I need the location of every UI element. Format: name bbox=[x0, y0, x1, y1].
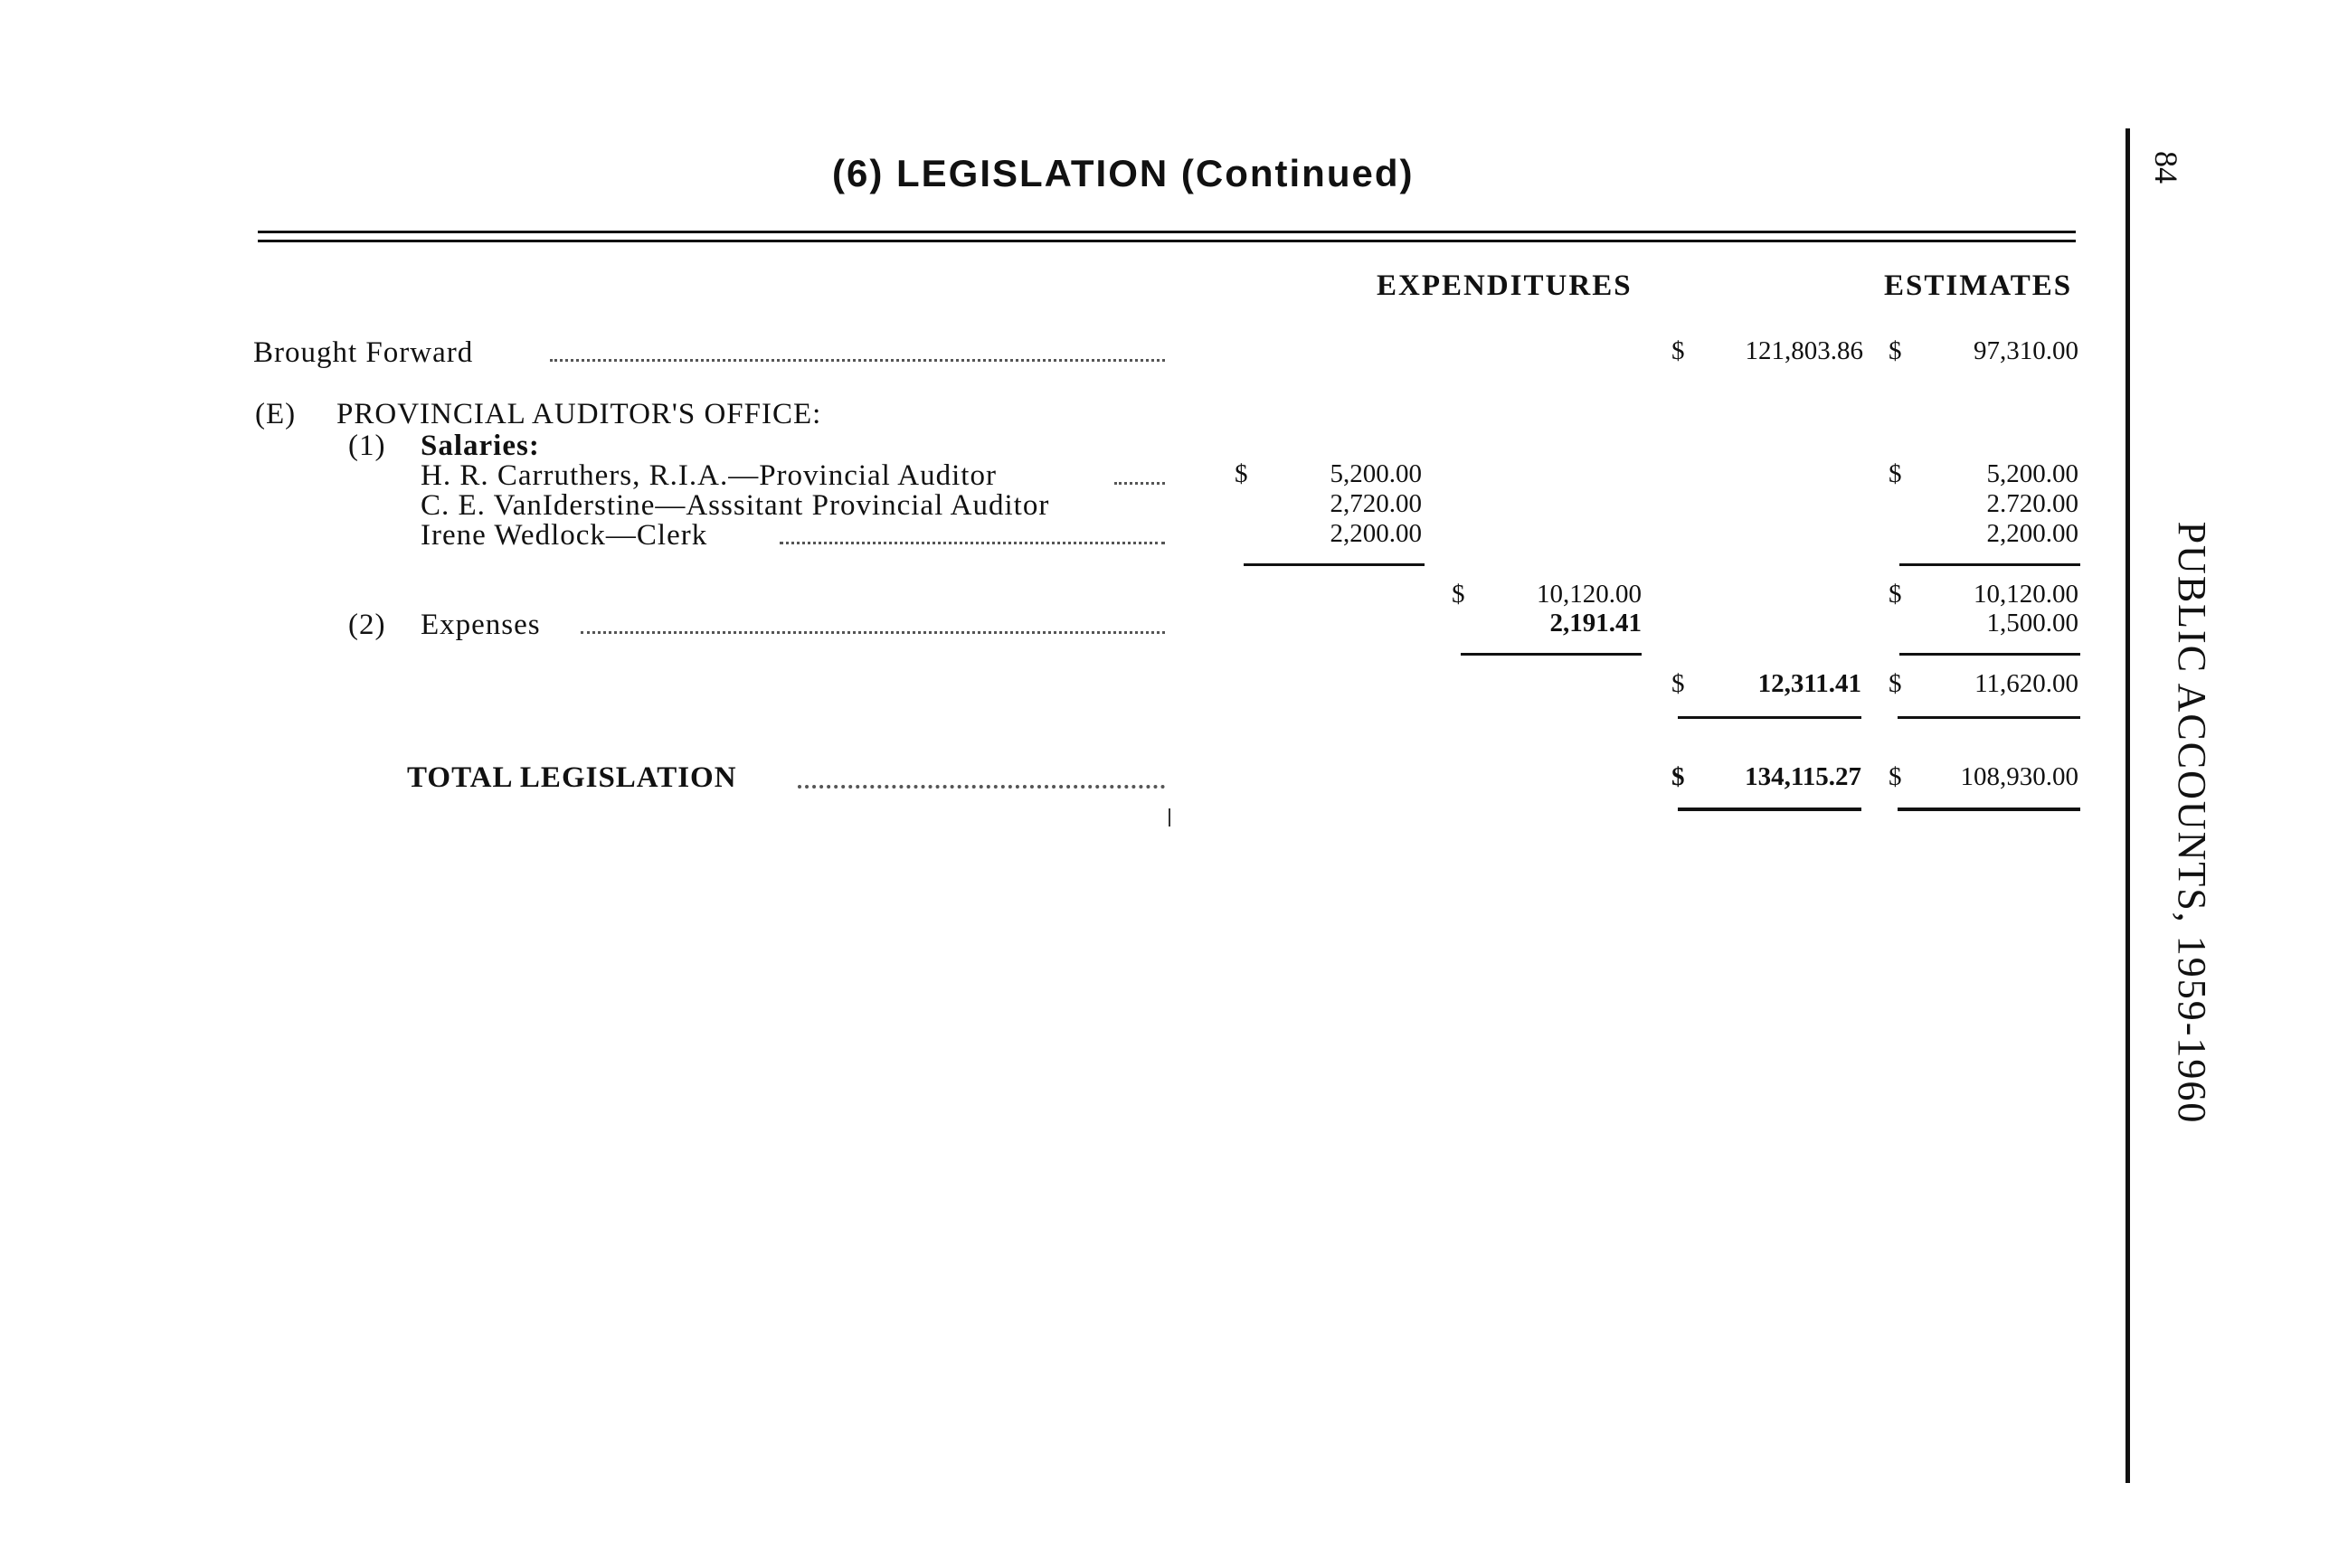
stray-tick-mark bbox=[1169, 808, 1170, 827]
brought-forward-est-dollar: $ bbox=[1889, 336, 1902, 365]
brought-forward-expend-value: 121,803.86 bbox=[1745, 336, 1863, 365]
section-est-rule bbox=[1899, 653, 2080, 656]
brought-forward-label: Brought Forward bbox=[253, 336, 474, 369]
margin-vertical-rule bbox=[2125, 128, 2130, 1483]
grand-total-dollar: $ bbox=[1671, 762, 1685, 791]
section-e-heading: PROVINCIAL AUDITOR'S OFFICE: bbox=[336, 398, 822, 430]
salaries-number: (1) bbox=[348, 430, 386, 462]
title-rule-bottom bbox=[258, 240, 2076, 242]
expenses-leader bbox=[581, 631, 1165, 634]
grand-total-leader bbox=[798, 785, 1165, 789]
salary-est-2: 2.720.00 bbox=[1986, 489, 2078, 518]
expenses-label: Expenses bbox=[421, 609, 541, 641]
salary-expend-dollar-1: $ bbox=[1235, 459, 1248, 488]
grand-total-est-value: 108,930.00 bbox=[1960, 762, 2078, 791]
salary-name-2: C. E. VanIderstine—Asssitant Provincial Auditor bbox=[421, 489, 1050, 522]
salaries-label: Salaries: bbox=[421, 430, 540, 462]
salary-leader-1 bbox=[1114, 482, 1165, 485]
section-est-total-dollar: $ bbox=[1889, 669, 1902, 698]
page-number: 84 bbox=[2148, 151, 2184, 184]
section-e-prefix: (E) bbox=[255, 398, 297, 430]
salary-est-3: 2,200.00 bbox=[1986, 519, 2078, 548]
salary-name-3: Irene Wedlock—Clerk bbox=[421, 519, 708, 552]
salaries-expend-rule bbox=[1244, 563, 1425, 566]
salary-leader-3 bbox=[780, 542, 1165, 544]
expenses-est: 1,500.00 bbox=[1986, 609, 2078, 638]
section-expend-rule bbox=[1461, 653, 1642, 656]
estimates-header: ESTIMATES bbox=[1884, 269, 2073, 302]
salary-est-1: 5,200.00 bbox=[1986, 459, 2078, 488]
section-total-rule bbox=[1678, 716, 1861, 719]
salary-name-1: H. R. Carruthers, R.I.A.—Provincial Auditor bbox=[421, 459, 997, 492]
brought-forward-leader bbox=[550, 359, 1165, 362]
salary-expend-3: 2,200.00 bbox=[1330, 519, 1422, 548]
section-total-dollar: $ bbox=[1671, 669, 1685, 698]
salaries-est-subtotal: 10,120.00 bbox=[1974, 580, 2078, 609]
expenses-number: (2) bbox=[348, 609, 386, 641]
section-total: 12,311.41 bbox=[1757, 669, 1861, 698]
brought-forward-expend-dollar: $ bbox=[1671, 336, 1685, 365]
salaries-subtotal-dollar: $ bbox=[1452, 580, 1465, 609]
page-title: (6) LEGISLATION (Continued) bbox=[832, 152, 1415, 194]
section-est-total-rule bbox=[1898, 716, 2080, 719]
salaries-est-rule bbox=[1899, 563, 2080, 566]
salaries-subtotal: 10,120.00 bbox=[1537, 580, 1642, 609]
grand-total-est-rule bbox=[1898, 808, 2080, 811]
salaries-est-subtotal-dollar: $ bbox=[1889, 580, 1902, 609]
expenses-expend: 2,191.41 bbox=[1549, 609, 1642, 638]
grand-total-value: 134,115.27 bbox=[1745, 762, 1861, 791]
title-rule-top bbox=[258, 231, 2076, 233]
section-est-total: 11,620.00 bbox=[1974, 669, 2078, 698]
expenditures-header: EXPENDITURES bbox=[1377, 269, 1633, 302]
grand-total-label: TOTAL LEGISLATION bbox=[407, 761, 737, 794]
brought-forward-est-value: 97,310.00 bbox=[1974, 336, 2078, 365]
salary-expend-1: 5,200.00 bbox=[1330, 459, 1422, 488]
running-head: PUBLIC ACCOUNTS, 1959-1960 bbox=[2170, 521, 2214, 1125]
salary-est-dollar-1: $ bbox=[1889, 459, 1902, 488]
grand-total-rule bbox=[1678, 808, 1861, 811]
grand-total-est-dollar: $ bbox=[1889, 762, 1902, 791]
salary-expend-2: 2,720.00 bbox=[1330, 489, 1422, 518]
